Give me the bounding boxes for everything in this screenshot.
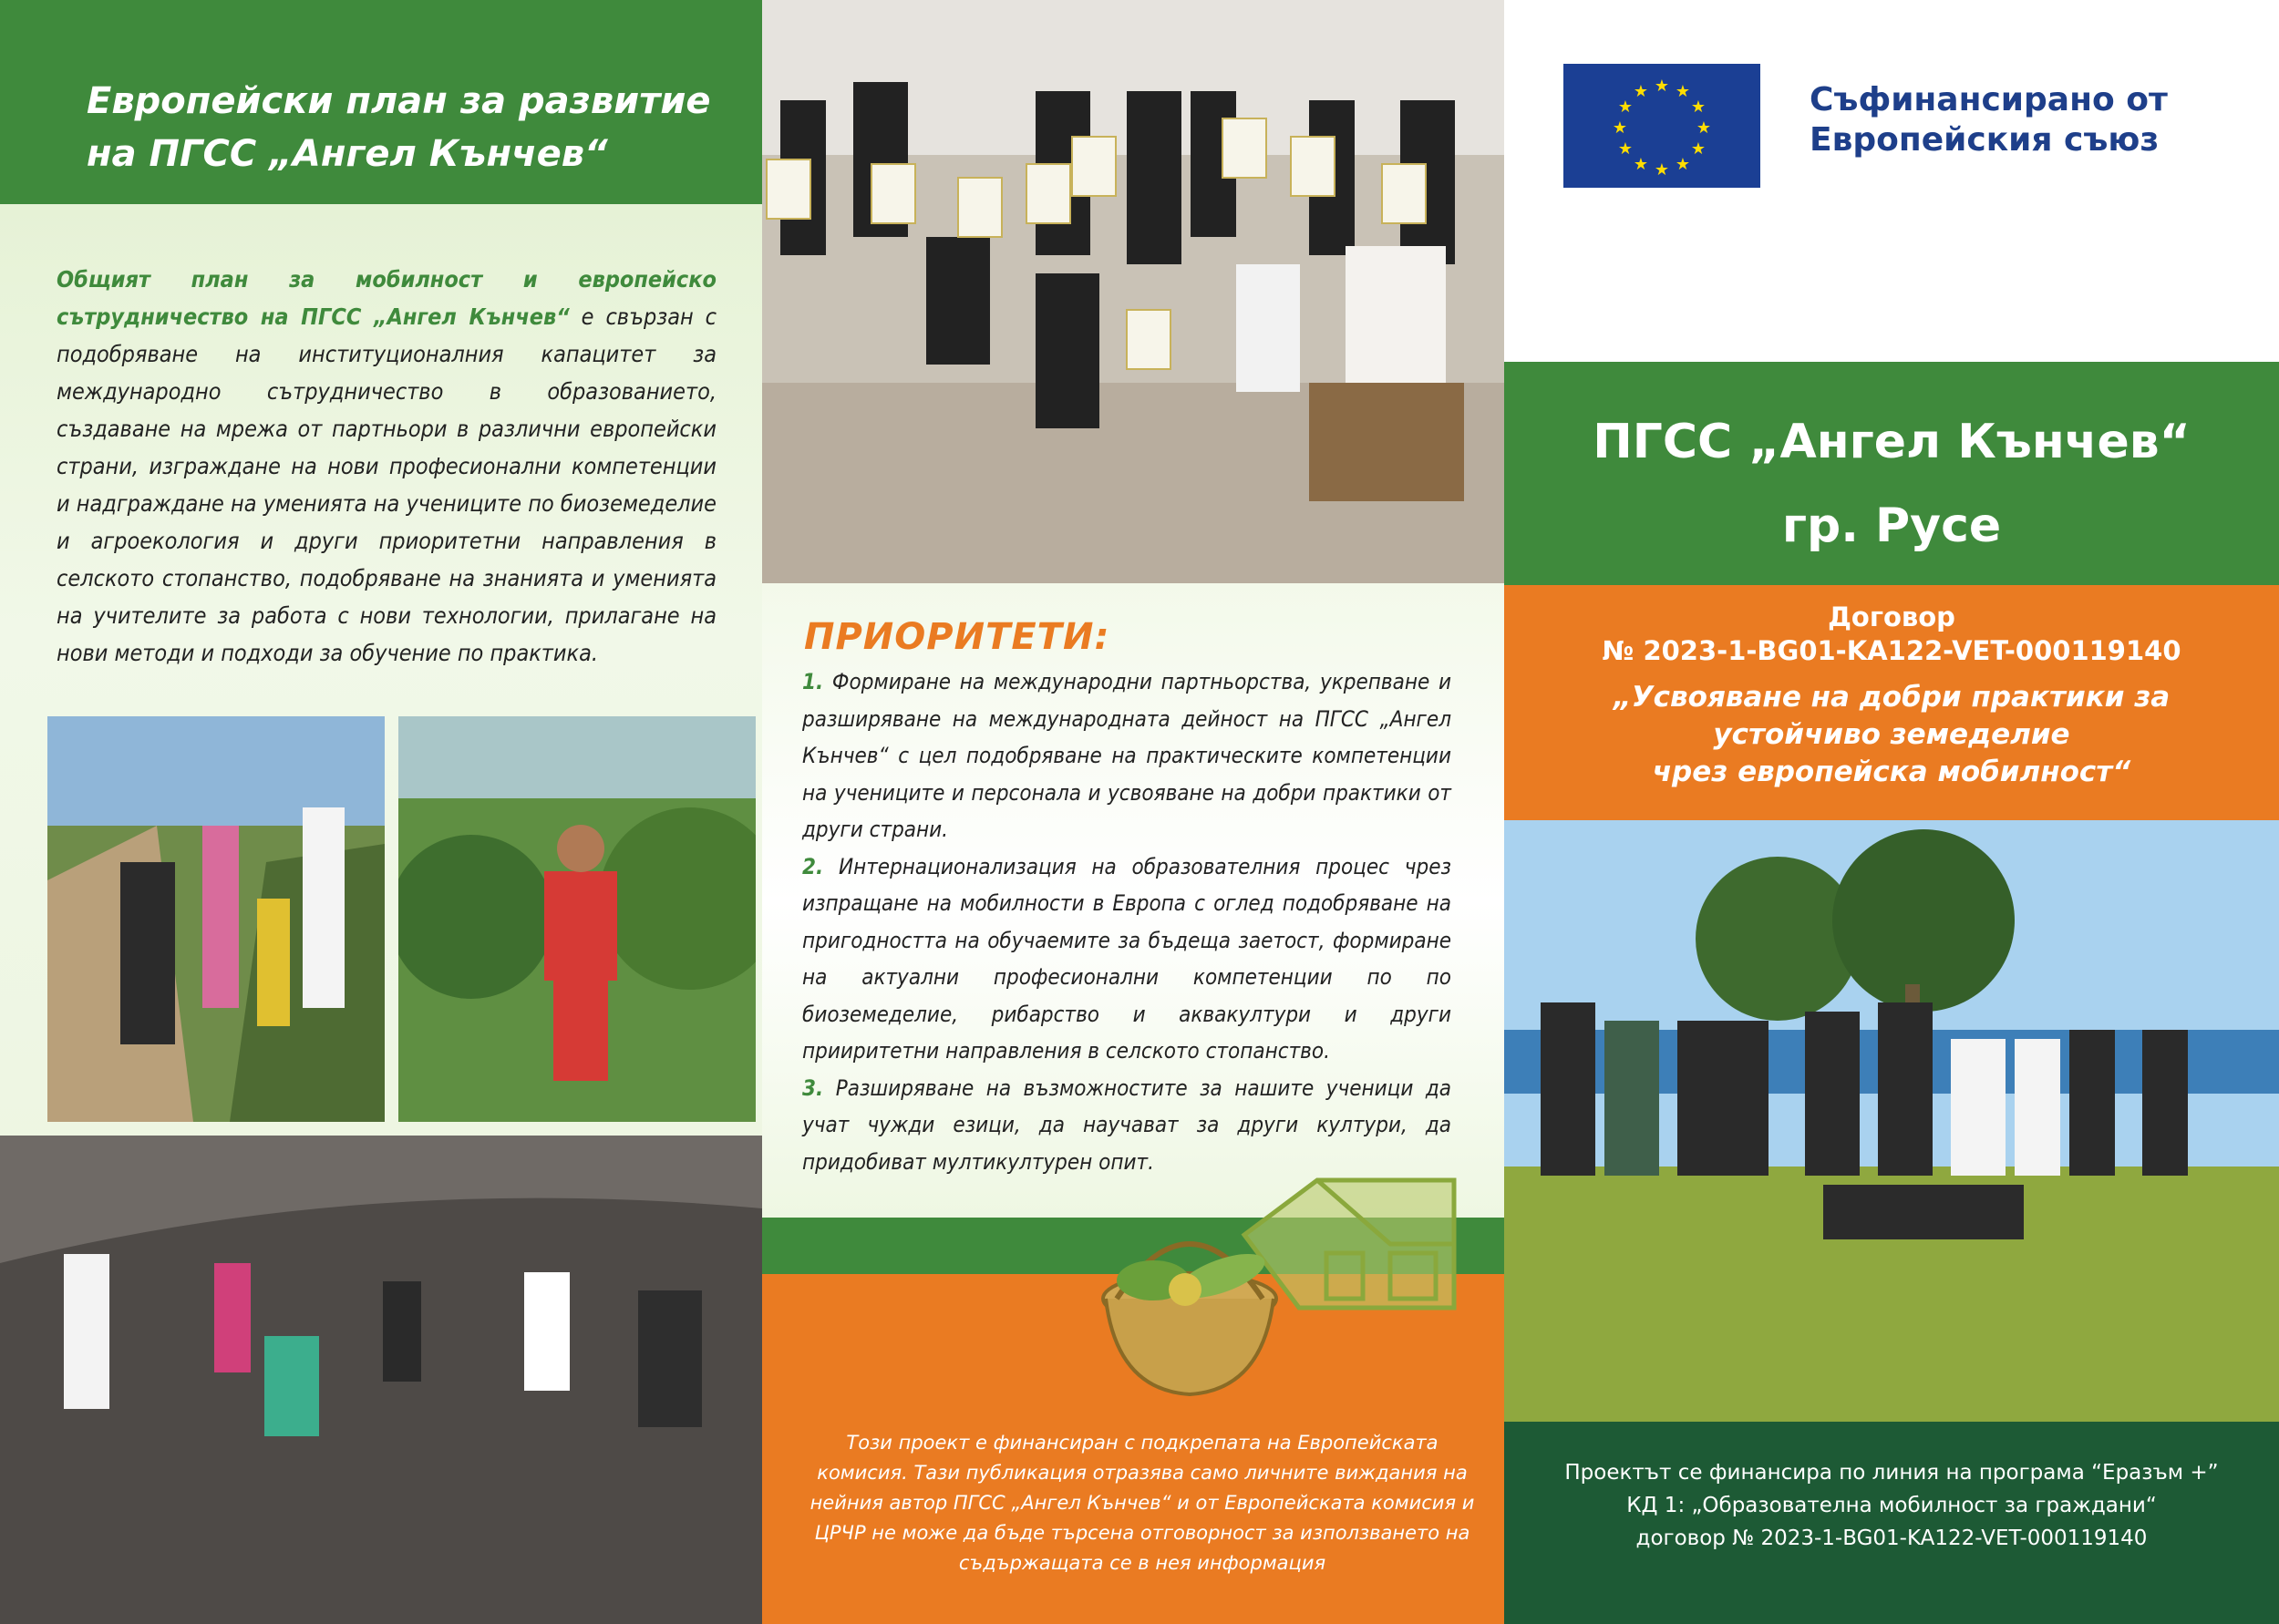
svg-text:★: ★ <box>1675 82 1691 101</box>
intro-text: е свързан с подобряване на институционалния капацитет за международно сътрудничество в образованието, създаване на мрежа от партньори в различни европейски страни, изграждане на нови професионални компетенции и надграждане на уменията на учениците по биоземеделие и агроекология и други приоритетни направления в селското стопанство, подобряване на знанията и уменията на учителите за работа с нови технологии, прилагане на нови методи и подходи за обучение по практика. <box>57 303 717 666</box>
svg-text:★: ★ <box>1675 155 1691 174</box>
svg-text:★: ★ <box>1617 139 1634 159</box>
svg-text:★: ★ <box>1696 118 1712 138</box>
svg-text:★: ★ <box>1633 155 1649 174</box>
photo-greenhouse <box>398 716 756 1122</box>
photo-volcano-group <box>0 1136 762 1624</box>
intro-highlight: Общият план за мобилност и европейско сътрудничество на ПГСС „Ангел Кънчев“ <box>57 266 717 330</box>
disclaimer-text: Този проект е финансиран с подкрепата на Европейската комисия. Тази публикация отразява само личните виждания на нейния автор ПГСС „Ангел Кънчев“ и от Европейската комисия и ЦРЧР не може да бъде търсена отговорност за използването на съдържащата се в нея информация <box>810 1432 1475 1574</box>
page-title-line-1: Европейски план за развитие <box>87 80 711 122</box>
svg-text:★: ★ <box>1654 77 1670 96</box>
eu-flag-icon <box>1563 64 1760 188</box>
contract-title: „Усвояване на добри практики за устойчиво земеделие чрез европейска мобилност“ <box>1613 681 2171 788</box>
svg-text:★: ★ <box>1633 82 1649 101</box>
priority-item: 3. Разширяване на възможностите за нашите ученици да учат чужди езици, да научават за други култури, да придобиват мултикултурен опит. <box>802 1074 1451 1175</box>
eu-cofunding-label: Съфинансирано от Европейския съюз <box>1810 81 2168 159</box>
school-name: ПГСС „Ангел Кънчев“ <box>1593 415 2191 469</box>
basket-house-illustration <box>1089 1153 1472 1408</box>
priorities-title: ПРИОРИТЕТИ: <box>804 616 1110 658</box>
svg-text:★: ★ <box>1690 98 1707 117</box>
funding-text: Проектът се финансира по линия на програма “Еразъм +” КД 1: „Образователна мобилност за граждани“ договор № 2023-1-BG01-KA122-VET-000119140 <box>1564 1461 2219 1550</box>
photo-hiking-path <box>47 716 385 1122</box>
page-title-line-2: на ПГСС „Ангел Кънчев“ <box>87 133 608 175</box>
priorities-list <box>802 663 1451 1180</box>
priority-item: 2. Интернационализация на образователния процес чрез изпращане на мобилности в Европа с оглед подобряване на пригодността на обучаемите за бъдеща заетост, формиране на актуални професионални компетенции по по биоземеделие, рибарство и аквакултури и други прииритетни направления в селското стопанство. <box>802 853 1451 1064</box>
priority-item: 1. Формиране на международни партньорства, укрепване и разширяване на международната дейност на ПГСС „Ангел Кънчев“ с цел подобряване на практическите компетенции на учениците и персонала и усвояване на добри практики от други страни. <box>802 669 1451 842</box>
svg-text:★: ★ <box>1612 118 1628 138</box>
school-city: гр. Русе <box>1781 499 2002 553</box>
intro-paragraph <box>57 261 717 672</box>
svg-text:★: ★ <box>1654 160 1670 180</box>
contract-label: Договор <box>1828 601 1955 632</box>
photo-group-certificates <box>762 0 1504 583</box>
contract-number: № 2023-1-BG01-KA122-VET-000119140 <box>1602 635 2181 666</box>
svg-text:★: ★ <box>1617 98 1634 117</box>
svg-text:★: ★ <box>1690 139 1707 159</box>
page-title <box>87 75 743 180</box>
photo-seaside-group <box>1504 820 2279 1422</box>
